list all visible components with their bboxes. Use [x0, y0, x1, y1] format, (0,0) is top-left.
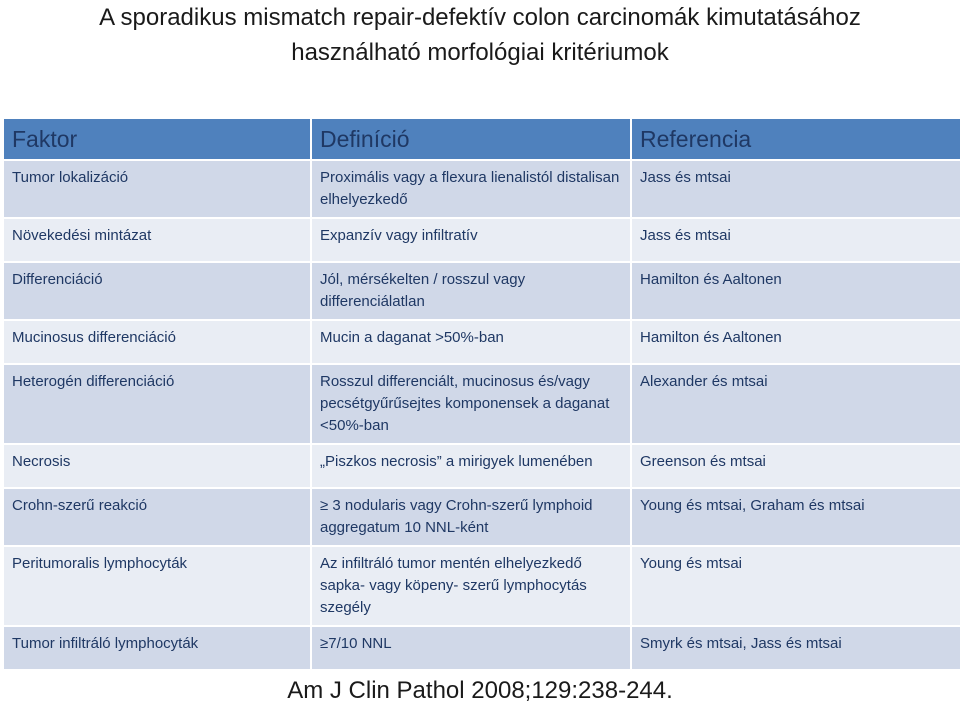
header-row — [4, 119, 960, 159]
cell-referencia: Young és mtsai — [632, 547, 960, 625]
table-row — [4, 161, 960, 217]
cell-referencia: Hamilton és Aaltonen — [632, 321, 960, 363]
table-row — [4, 219, 960, 261]
cell-definicio: Proximális vagy a flexura lienalistól distalisan elhelyezkedő — [312, 161, 632, 217]
cell-faktor: Differenciáció — [4, 263, 312, 319]
table-row — [4, 365, 960, 443]
header-definicio: Definíció — [312, 119, 632, 159]
header-faktor: Faktor — [4, 119, 312, 159]
table-row — [4, 445, 960, 487]
cell-referencia: Smyrk és mtsai, Jass és mtsai — [632, 627, 960, 669]
table-row — [4, 489, 960, 545]
cell-faktor: Tumor infiltráló lymphocyták — [4, 627, 312, 669]
cell-referencia: Young és mtsai, Graham és mtsai — [632, 489, 960, 545]
page-title — [0, 0, 960, 70]
table-row — [4, 627, 960, 669]
cell-faktor: Növekedési mintázat — [4, 219, 312, 261]
cell-faktor: Tumor lokalizáció — [4, 161, 312, 217]
cell-referencia: Alexander és mtsai — [632, 365, 960, 443]
cell-faktor: Mucinosus differenciáció — [4, 321, 312, 363]
cell-faktor: Crohn-szerű reakció — [4, 489, 312, 545]
cell-referencia: Hamilton és Aaltonen — [632, 263, 960, 319]
cell-definicio: „Piszkos necrosis” a mirigyek lumenében — [312, 445, 632, 487]
table-row — [4, 263, 960, 319]
cell-definicio: Expanzív vagy infiltratív — [312, 219, 632, 261]
header-referencia: Referencia — [632, 119, 960, 159]
cell-definicio: Mucin a daganat >50%-ban — [312, 321, 632, 363]
cell-definicio: Rosszul differenciált, mucinosus és/vagy pecsétgyűrűsejtes komponensek a daganat <50%-ban — [312, 365, 632, 443]
cell-definicio: ≥ 3 nodularis vagy Crohn-szerű lymphoid aggregatum 10 NNL-ként — [312, 489, 632, 545]
table-body — [4, 161, 960, 669]
cell-faktor: Necrosis — [4, 445, 312, 487]
title-line-1: A sporadikus mismatch repair-defektív colon carcinomák kimutatásához — [99, 4, 861, 31]
cell-definicio: Az infiltráló tumor mentén elhelyezkedő sapka- vagy köpeny- szerű lymphocytás szegély — [312, 547, 632, 625]
citation: Am J Clin Pathol 2008;129:238-244. — [287, 677, 673, 704]
title-line-2: használható morfológiai kritériumok — [291, 39, 669, 66]
cell-referencia: Greenson és mtsai — [632, 445, 960, 487]
cell-faktor: Peritumoralis lymphocyták — [4, 547, 312, 625]
cell-definicio: Jól, mérsékelten / rosszul vagy differenciálatlan — [312, 263, 632, 319]
cell-faktor: Heterogén differenciáció — [4, 365, 312, 443]
cell-definicio: ≥7/10 NNL — [312, 627, 632, 669]
cell-referencia: Jass és mtsai — [632, 219, 960, 261]
criteria-table — [4, 117, 960, 671]
cell-referencia: Jass és mtsai — [632, 161, 960, 217]
table-row — [4, 547, 960, 625]
table-row — [4, 321, 960, 363]
table-header — [4, 119, 960, 159]
